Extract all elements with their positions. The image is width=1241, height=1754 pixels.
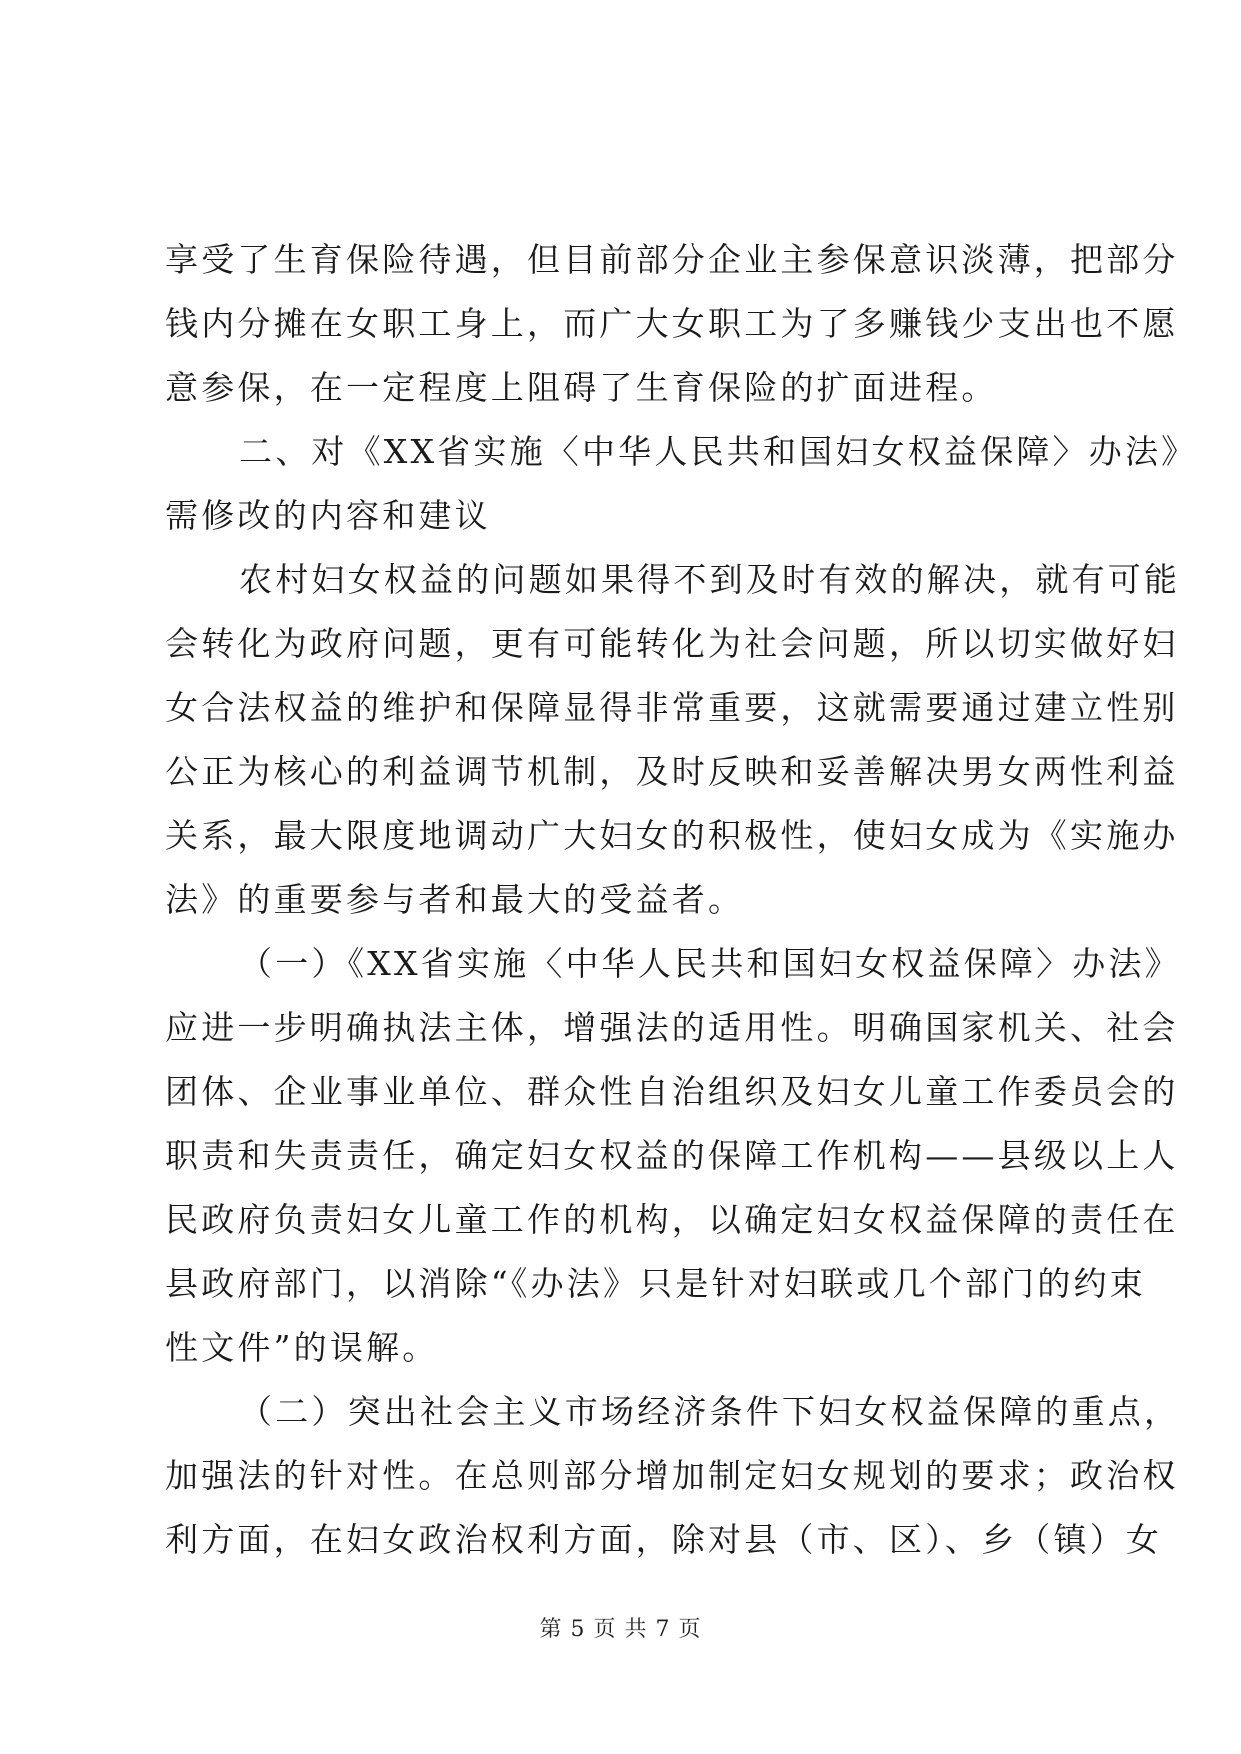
text-line: 农村妇女权益的问题如果得不到及时有效的解决，就有可能 — [239, 560, 1181, 599]
paragraph-3 — [165, 548, 1181, 932]
text-line: （一）《XX省实施〈中华人民共和国妇女权益保障〉办法》 — [239, 944, 1181, 983]
text-line: 民政府负责妇女儿童工作的机构，以确定妇女权益保障的责任在 — [165, 1200, 1179, 1239]
text-line: 县政府部门，以消除“《办法》只是针对妇联或几个部门的约束 — [165, 1264, 1146, 1303]
text-line: 意参保，在一定程度上阻碍了生育保险的扩面进程。 — [165, 368, 998, 407]
text-line: 享受了生育保险待遇，但目前部分企业主参保意识淡薄，把部分 — [165, 240, 1179, 279]
text-line: 公正为核心的利益调节机制，及时反映和妥善解决男女两性利益 — [165, 752, 1179, 791]
paragraph-1 — [165, 228, 1179, 420]
text-line: 女合法权益的维护和保障显得非常重要，这就需要通过建立性别 — [165, 688, 1179, 727]
text-line: 会转化为政府问题，更有可能转化为社会问题，所以切实做好妇 — [165, 624, 1179, 663]
document-body — [165, 228, 1198, 1572]
text-line: 利方面，在妇女政治权利方面，除对县（市、区）、乡（镇）女 — [165, 1520, 1163, 1559]
text-line: 关系，最大限度地调动广大妇女的积极性，使妇女成为《实施办 — [165, 816, 1179, 855]
paragraph-5 — [165, 1380, 1181, 1572]
paragraph-4 — [165, 932, 1181, 1380]
text-line: （二）突出社会主义市场经济条件下妇女权益保障的重点， — [239, 1392, 1181, 1431]
text-line: 应进一步明确执法主体，增强法的适用性。明确国家机关、社会 — [165, 1008, 1179, 1047]
text-line: 钱内分摊在女职工身上，而广大女职工为了多赚钱少支出也不愿 — [165, 304, 1179, 343]
text-line: 需修改的内容和建议 — [165, 496, 491, 535]
text-line: 性文件”的误解。 — [165, 1328, 439, 1367]
text-line: 职责和失责责任，确定妇女权益的保障工作机构——县级以上人 — [165, 1136, 1179, 1175]
text-line: 加强法的针对性。在总则部分增加制定妇女规划的要求；政治权 — [165, 1456, 1179, 1495]
page-number-footer: 第 5 页 共 7 页 — [539, 1617, 702, 1642]
paragraph-2-heading — [165, 420, 1198, 548]
text-line: 法》的重要参与者和最大的受益者。 — [165, 880, 745, 919]
text-line: 团体、企业事业单位、群众性自治组织及妇女儿童工作委员会的 — [165, 1072, 1179, 1111]
text-line: 二、对《XX省实施〈中华人民共和国妇女权益保障〉办法》 — [239, 432, 1198, 471]
